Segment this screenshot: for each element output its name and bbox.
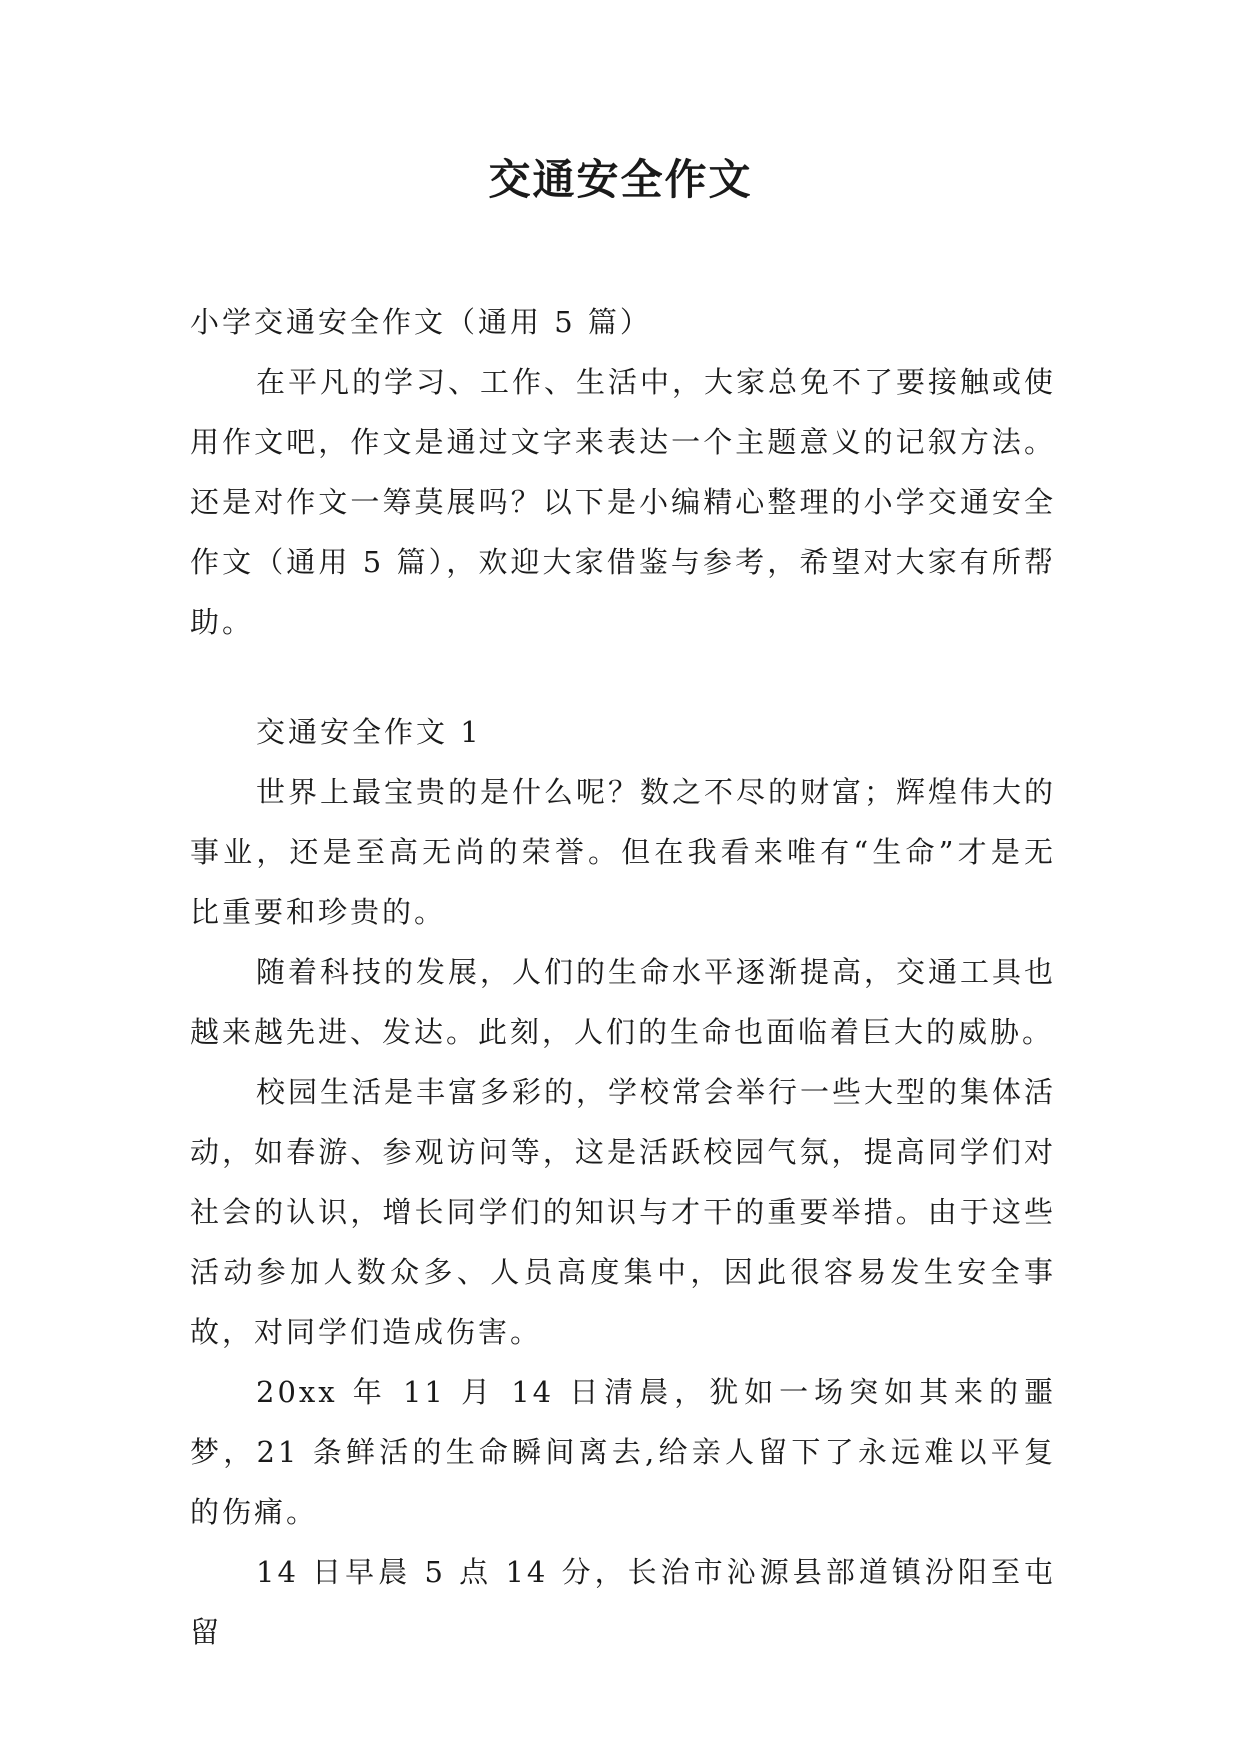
section-heading: 交通安全作文 1 — [256, 715, 482, 749]
body-paragraph: 14 日早晨 5 点 14 分，长治市沁源县部道镇汾阳至屯留 — [190, 1555, 1056, 1649]
document-body — [190, 292, 1056, 1662]
document-subtitle: 小学交通安全作文（通用 5 篇） — [190, 305, 652, 339]
body-paragraph: 20xx 年 11 月 14 日清晨，犹如一场突如其来的噩梦，21 条鲜活的生命瞬间离去,给亲人留下了永远难以平复的伤痛。 — [190, 1375, 1056, 1529]
document-title: 交通安全作文 — [488, 155, 753, 204]
body-paragraph: 校园生活是丰富多彩的，学校常会举行一些大型的集体活动，如春游、参观访问等，这是活跃校园气氛，提高同学们对社会的认识，增长同学们的知识与才干的重要举措。由于这些活动参加人数众多、人员高度集中，因此很容易发生安全事故，对同学们造成伤害。 — [190, 1075, 1057, 1349]
intro-paragraph: 在平凡的学习、工作、生活中，大家总免不了要接触或使用作文吧，作文是通过文字来表达一个主题意义的记叙方法。还是对作文一筹莫展吗？以下是小编精心整理的小学交通安全作文（通用 5 篇），欢迎大家借鉴与参考，希望对大家有所帮助。 — [190, 365, 1057, 639]
section-spacer — [190, 652, 1056, 702]
body-paragraph: 随着科技的发展，人们的生命水平逐渐提高，交通工具也越来越先进、发达。此刻，人们的生命也面临着巨大的威胁。 — [190, 955, 1057, 1049]
body-paragraph: 世界上最宝贵的是什么呢？数之不尽的财富；辉煌伟大的事业，还是至高无尚的荣誉。但在我看来唯有“生命”才是无比重要和珍贵的。 — [190, 775, 1057, 929]
